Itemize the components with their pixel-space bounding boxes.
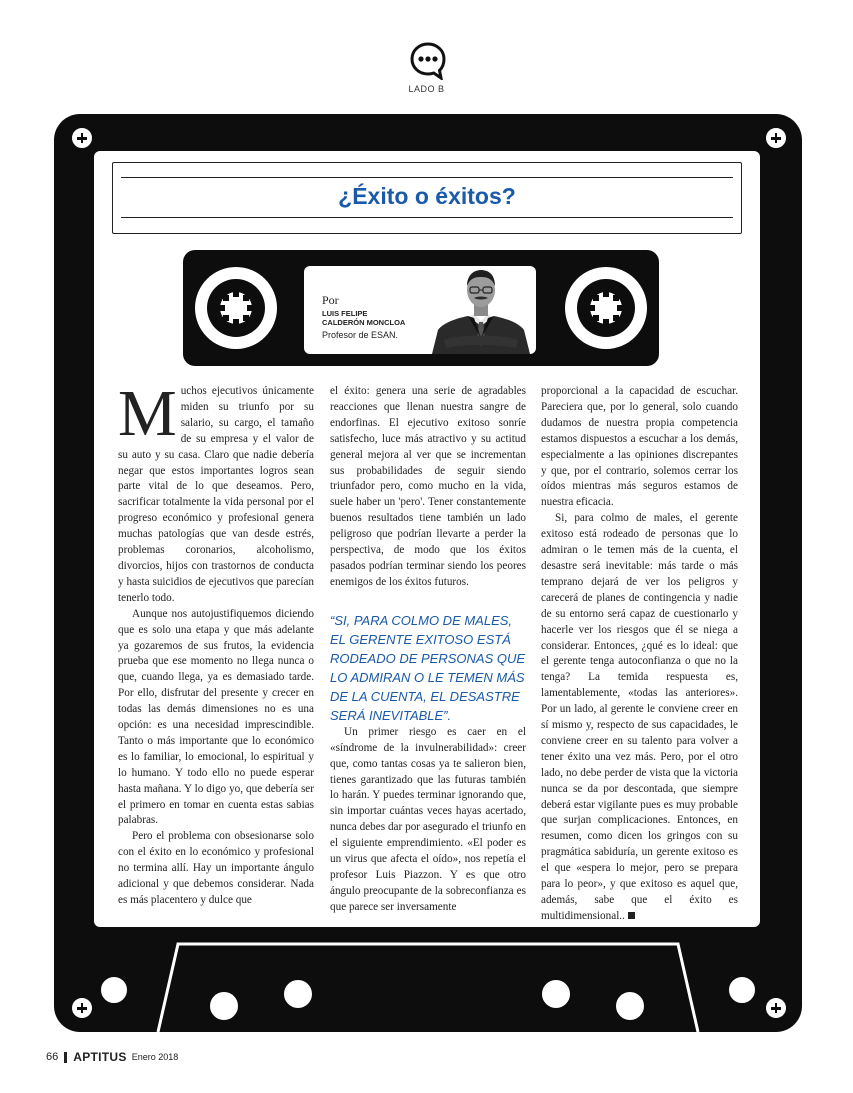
author-role: Profesor de ESAN. <box>322 330 399 340</box>
screw-icon <box>70 126 94 150</box>
cassette-bottom <box>54 938 802 1032</box>
author-name: LUIS FELIPE CALDERÓN MONCLOA <box>322 309 406 327</box>
screw-icon <box>764 126 788 150</box>
paragraph: Un primer riesgo es caer en el «síndrome de la invulnerabilidad»: creer que, como tantas cosas ya te salieron bien, tienes garantizado que las futuras también lo harán. Y puedes terminar ignorando que, sin importar cuántas veces hayas acertado, nunca debes dar por asegurado el triunfo en el siguiente emprendimiento. «El poder es un virus que afecta el oído», nos repetía el profesor Luis Piazzon. Y es que otro ángulo preocupante de la sobreconfianza es que parece ser inversamente <box>330 725 526 913</box>
author-box <box>304 266 536 354</box>
paragraph: Aunque nos autojustifiquemos diciendo que es solo una etapa y que más adelante ya gozaremos de sus frutos, la evidencia prueba que ese momento no llega nunca o que, cuando llega, ya es demasiado tarde. Por ello, disfrutar del presente y crecer en todas las demás dimensiones no es una opción: es una necesidad imprescindible. Tanto o más importante que lo económico es lo familiar, lo emocional, lo espiritual y lo humano. Y todo ello no puede esperar hasta mañana. Y lo digo yo, que debería ser el primero en tomar en cuenta estas sabias palabras. <box>118 607 314 827</box>
issue-date: Enero 2018 <box>131 1052 179 1062</box>
divider <box>64 1052 67 1063</box>
tape-reel-icon <box>195 267 277 349</box>
author-photo <box>430 266 532 354</box>
dropcap: M <box>118 377 177 450</box>
paragraph: Pero el problema con obsesionarse solo con el éxito en lo económico y profesional no termina allí. Hay un importante ángulo adicional y que debemos considerar. Nada es más placentero y dulce que <box>118 830 314 906</box>
section-label: LADO B <box>408 84 445 94</box>
paragraph: Muchos ejecutivos únicamente miden su triunfo por su salario, su cargo, el tamaño de su empresa y el valor de su auto y su casa. Claro que nadie debería negar que estos importantes logros sean parte vital de lo que deseamos. Pero, sacrificar totalmente la vida personal por el progreso económico y profesional genera muchas patologías que van desde estrés, problemas coronarios, alcoholismo, divorcios, hijos con trastornos de conducta y hasta suicidios de ejecutivos que parecían tenerlo todo. <box>118 377 314 604</box>
paragraph: Si, para colmo de males, el gerente exitoso está rodeado de personas que lo admiran o le temen más de la cuenta, el desastre será inevitable: más tarde o más temprano dejará de ver los peligros y carecerá de planes de contingencia y nadie de su entorno será capaz de cuestionarlo y hacerle ver los riesgos que él se niega a considerar. Entonces, ¿qué es lo ideal: que el gerente tenga autoconfianza o que no la tenga? La temida respuesta es, lamentablemente, «todas las anteriores». Por un lado, al gerente le conviene creer en sí mismo y, respecto de sus capacidades, le conviene creer en su talento para volver a tener éxito una vez más. Pero, por el otro lado, no debe perder de vista que la victoria nunca se da por descontada, que siempre deberá estar vigilante pues es muy probable que surjan complicaciones. Entonces, en resumen, como dicen los gringos con su pragmática sabiduría, un gerente exitoso es el que «espera lo mejor, pero se prepara para lo peor», y que exitoso es aquel que, además, sabe que el éxito es multidimensional.. <box>541 512 738 922</box>
tape-reel-icon <box>565 267 647 349</box>
chat-bubble-icon <box>410 42 446 80</box>
end-mark-icon <box>628 912 635 919</box>
pull-quote: “SI, PARA COLMO DE MALES, EL GERENTE EXITOSO ESTÁ RODEADO DE PERSONAS QUE LO ADMIRAN O LE TEMEN MÁS DE LA CUENTA, EL DESASTRE SERÁ INEVITABLE”. <box>330 612 526 723</box>
page-footer <box>46 1050 178 1064</box>
title-box <box>112 162 742 234</box>
article-title: ¿Éxito o éxitos? <box>338 183 516 209</box>
article-column-3 <box>541 384 738 925</box>
magazine-name: APTITUS <box>73 1050 127 1064</box>
paragraph: proporcional a la capacidad de escuchar. Pareciera que, por lo general, solo cuando dudamos de nuestra propia competencia estamos dispuestos a escuchar a los demás, especialmente a las opiniones discrepantes y que, por el contrario, solemos cerrar los oídos mientras más seguros estamos de nuestra eficacia. <box>541 385 738 509</box>
author-by: Por <box>322 293 339 307</box>
article-column-1 <box>118 377 314 909</box>
article-column-2 <box>330 384 526 916</box>
page-number: 66 <box>46 1051 59 1063</box>
paragraph: el éxito: genera una serie de agradables reacciones que llenan nuestra sangre de endorfinas. El ejecutivo exitoso sonríe satisfecho, luce más atractivo y su actitud general mejora al ver que se incrementan sus probabilidades de seguir siendo triunfador pero, como mucho en la vida, suele haber un 'pero'. Tener constantemente buenos resultados tiene también un lado peligroso que podrían llevarte a perder la perspectiva, de modo que los éxitos pasados podrían terminar siendo los peores enemigos de los éxitos futuros. <box>330 385 526 588</box>
